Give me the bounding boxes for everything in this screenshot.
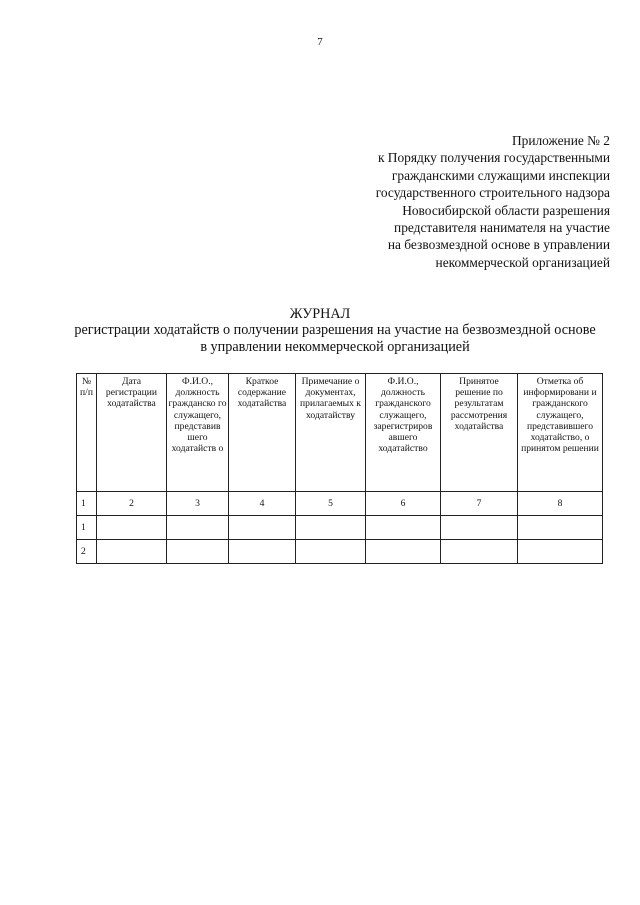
numbering-cell: 5 bbox=[296, 492, 366, 516]
column-header-number: № п/п bbox=[77, 374, 97, 492]
table-cell bbox=[296, 516, 366, 540]
column-header-applicant: Ф.И.О., должность гражданско го служащего, представив шего ходатайств о bbox=[167, 374, 229, 492]
numbering-cell: 7 bbox=[441, 492, 518, 516]
numbering-cell: 3 bbox=[167, 492, 229, 516]
numbering-cell: 1 bbox=[77, 492, 97, 516]
numbering-cell: 2 bbox=[97, 492, 167, 516]
appendix-line: государственного строительного надзора bbox=[375, 185, 610, 201]
table-cell bbox=[229, 540, 296, 564]
table-row bbox=[77, 540, 603, 564]
column-header-registrar: Ф.И.О., должность гражданского служащего, зарегистриров авшего ходатайство bbox=[366, 374, 441, 492]
table-cell bbox=[97, 516, 167, 540]
page-number: 7 bbox=[317, 36, 323, 48]
table-cell bbox=[441, 516, 518, 540]
table-numbering-row bbox=[77, 492, 603, 516]
column-header-notification: Отметка об информировани и гражданского служащего, представившего ходатайство, о принятом решении bbox=[518, 374, 603, 492]
appendix-line: Приложение № 2 bbox=[511, 133, 610, 148]
appendix-header bbox=[310, 132, 610, 271]
table-cell: 2 bbox=[77, 540, 97, 564]
column-header-date: Дата регистрации ходатайства bbox=[97, 374, 167, 492]
column-header-decision: Принятое решение по результатам рассмотрения ходатайства bbox=[441, 374, 518, 492]
table-cell bbox=[97, 540, 167, 564]
table-cell bbox=[167, 540, 229, 564]
journal-table bbox=[76, 373, 603, 564]
table-cell bbox=[296, 540, 366, 564]
table-cell bbox=[441, 540, 518, 564]
table-cell bbox=[229, 516, 296, 540]
appendix-line: гражданскими служащими инспекции bbox=[391, 167, 610, 183]
journal-subtitle: регистрации ходатайств о получении разрешения на участие на безвозмездной основе в управлении некоммерческой организацией bbox=[74, 322, 596, 355]
column-header-summary: Краткое содержание ходатайства bbox=[229, 374, 296, 492]
table-cell: 1 bbox=[77, 516, 97, 540]
numbering-cell: 4 bbox=[229, 492, 296, 516]
appendix-line: Новосибирской области разрешения bbox=[402, 202, 610, 218]
table-cell bbox=[518, 516, 603, 540]
table-cell bbox=[167, 516, 229, 540]
appendix-line: некоммерческой организацией bbox=[435, 254, 610, 270]
column-header-documents-note: Примечание о документах, прилагаемых к ходатайству bbox=[296, 374, 366, 492]
table-cell bbox=[366, 516, 441, 540]
table-row bbox=[77, 516, 603, 540]
table-cell bbox=[518, 540, 603, 564]
appendix-line: к Порядку получения государственными bbox=[377, 150, 610, 166]
numbering-cell: 6 bbox=[366, 492, 441, 516]
numbering-cell: 8 bbox=[518, 492, 603, 516]
appendix-line: на безвозмездной основе в управлении bbox=[387, 237, 610, 253]
appendix-line: представителя нанимателя на участие bbox=[394, 220, 610, 236]
table-header-row bbox=[77, 374, 603, 492]
table-cell bbox=[366, 540, 441, 564]
journal-title: ЖУРНАЛ bbox=[289, 306, 351, 322]
